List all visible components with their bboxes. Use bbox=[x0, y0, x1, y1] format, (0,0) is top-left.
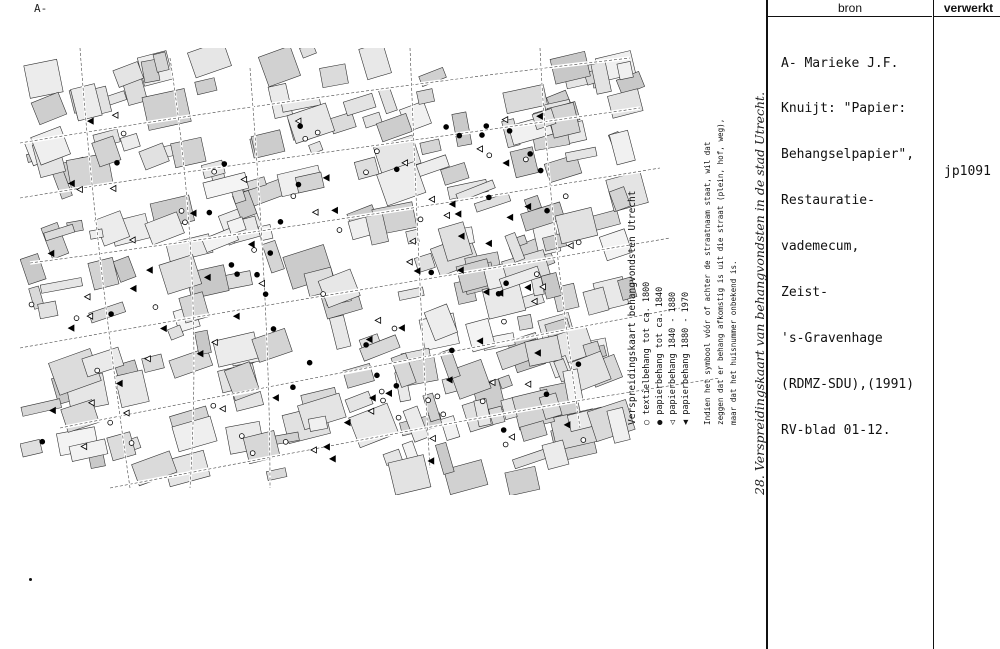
find-symbol bbox=[364, 342, 369, 347]
find-symbol bbox=[291, 385, 296, 390]
figure-caption: 28. Verspreidingskaart van behangvondsten in de stad Utrecht. bbox=[752, 91, 767, 495]
find-symbol bbox=[480, 399, 485, 404]
find-symbol bbox=[278, 219, 283, 224]
legend-note-line: Indien het symbool vóór of achter de straatnaam staat, wil dat bbox=[703, 141, 712, 425]
bron-line: 's-Gravenhage bbox=[781, 330, 883, 346]
bron-line: Restauratie- bbox=[781, 193, 875, 209]
bron-line: Zeist- bbox=[781, 285, 828, 301]
find-symbol bbox=[321, 292, 326, 297]
legend-symbol: ● bbox=[655, 419, 665, 425]
find-symbol bbox=[394, 167, 399, 172]
find-symbol bbox=[381, 398, 386, 403]
find-symbol bbox=[121, 131, 126, 136]
find-symbol bbox=[364, 170, 369, 175]
legend-item bbox=[681, 119, 691, 425]
map-block bbox=[38, 301, 58, 319]
find-symbol bbox=[374, 149, 379, 154]
find-symbol bbox=[563, 194, 568, 199]
map-block bbox=[319, 64, 348, 88]
find-symbol bbox=[444, 125, 449, 130]
find-symbol bbox=[501, 428, 506, 433]
find-symbol bbox=[507, 128, 512, 133]
find-symbol bbox=[502, 319, 507, 324]
legend-note-line: maar dat het huisnummer onbekend is. bbox=[729, 260, 738, 425]
map-block bbox=[617, 61, 633, 79]
find-symbol bbox=[523, 157, 528, 162]
legend-item bbox=[655, 119, 665, 425]
legend-label: textielbehang tot ca. 1800 bbox=[642, 281, 652, 415]
find-symbol bbox=[379, 389, 384, 394]
find-symbol bbox=[229, 263, 234, 268]
find-symbol bbox=[222, 161, 227, 166]
find-symbol bbox=[418, 217, 423, 222]
legend-note-line: zeggen dat er behang afkomstig is uit die straat (plein, hof, weg), bbox=[716, 118, 725, 425]
find-symbol bbox=[480, 133, 485, 138]
map-block bbox=[517, 314, 533, 330]
find-symbol bbox=[263, 292, 268, 297]
map-legend bbox=[627, 119, 740, 425]
legend-item bbox=[642, 119, 652, 425]
verwerkt-value: jp1091 bbox=[944, 164, 991, 179]
page-label: A- bbox=[34, 2, 48, 15]
bron-citation bbox=[781, 25, 933, 469]
find-symbol bbox=[486, 195, 491, 200]
find-symbol bbox=[576, 362, 581, 367]
find-symbol bbox=[375, 373, 380, 378]
find-symbol bbox=[153, 305, 158, 310]
legend-label: papierbehang 1840 - 1880 bbox=[668, 291, 678, 415]
legend-symbol: ◁ bbox=[668, 419, 678, 425]
find-symbol bbox=[307, 360, 312, 365]
find-symbol bbox=[457, 133, 462, 138]
find-symbol bbox=[211, 403, 216, 408]
find-symbol bbox=[441, 412, 446, 417]
find-symbol bbox=[183, 220, 188, 225]
bron-line: Behangselpapier", bbox=[781, 147, 915, 163]
find-symbol bbox=[581, 438, 586, 443]
find-symbol bbox=[337, 228, 342, 233]
find-symbol bbox=[235, 272, 240, 277]
find-symbol bbox=[212, 169, 217, 174]
find-symbol bbox=[298, 124, 303, 129]
find-symbol bbox=[534, 272, 539, 277]
legend-symbol: ◀ bbox=[681, 419, 691, 425]
bron-line: Knuijt: "Papier: bbox=[781, 101, 907, 117]
find-symbol bbox=[503, 442, 508, 447]
find-symbol bbox=[291, 194, 296, 199]
find-symbol bbox=[544, 392, 549, 397]
find-symbol bbox=[496, 291, 501, 296]
find-symbol bbox=[487, 153, 492, 158]
find-symbol bbox=[239, 434, 244, 439]
column-divider bbox=[933, 0, 934, 649]
bron-line: A- Marieke J.F. bbox=[781, 55, 899, 71]
legend-note bbox=[701, 119, 740, 425]
bron-line: (RDMZ-SDU),(1991) bbox=[781, 376, 915, 392]
find-symbol bbox=[40, 439, 45, 444]
find-symbol bbox=[426, 398, 431, 403]
bron-line: vademecum, bbox=[781, 239, 860, 255]
find-symbol bbox=[576, 240, 581, 245]
find-symbol bbox=[484, 124, 489, 129]
column-header-bron: bron bbox=[768, 0, 932, 17]
find-symbol bbox=[207, 210, 212, 215]
record-table bbox=[766, 0, 1000, 649]
find-symbol bbox=[179, 209, 184, 214]
find-symbol bbox=[504, 281, 509, 286]
find-symbol bbox=[296, 182, 301, 187]
find-symbol bbox=[435, 394, 440, 399]
find-symbol bbox=[74, 316, 79, 321]
legend-label: papierbehang tot ca. 1840 bbox=[655, 286, 665, 415]
find-symbol bbox=[315, 130, 320, 135]
find-symbol bbox=[129, 441, 134, 446]
find-symbol bbox=[394, 383, 399, 388]
find-symbol bbox=[538, 168, 543, 173]
find-symbol bbox=[268, 251, 273, 256]
legend-symbol: ○ bbox=[642, 419, 652, 425]
find-symbol bbox=[396, 415, 401, 420]
find-symbol bbox=[109, 312, 114, 317]
find-symbol bbox=[429, 270, 434, 275]
find-symbol bbox=[255, 272, 260, 277]
find-symbol bbox=[29, 302, 34, 307]
find-symbol bbox=[115, 160, 120, 165]
stray-mark bbox=[29, 578, 32, 581]
legend-label: papierbehang 1880 - 1970 bbox=[681, 291, 691, 415]
find-symbol bbox=[250, 451, 255, 456]
find-symbol bbox=[449, 348, 454, 353]
bron-line: RV-blad 01-12. bbox=[781, 422, 891, 438]
find-symbol bbox=[392, 326, 397, 331]
legend-title: Verspreidingskaart behangvondsten Utrecht bbox=[627, 190, 638, 425]
legend-item bbox=[668, 119, 678, 425]
find-symbol bbox=[108, 420, 113, 425]
find-symbol bbox=[271, 327, 276, 332]
find-symbol bbox=[252, 248, 257, 253]
find-symbol bbox=[283, 439, 288, 444]
find-symbol bbox=[95, 368, 100, 373]
find-symbol bbox=[303, 136, 308, 141]
column-header-verwerkt: verwerkt bbox=[933, 0, 1000, 17]
find-symbol bbox=[528, 151, 533, 156]
find-symbol bbox=[545, 208, 550, 213]
